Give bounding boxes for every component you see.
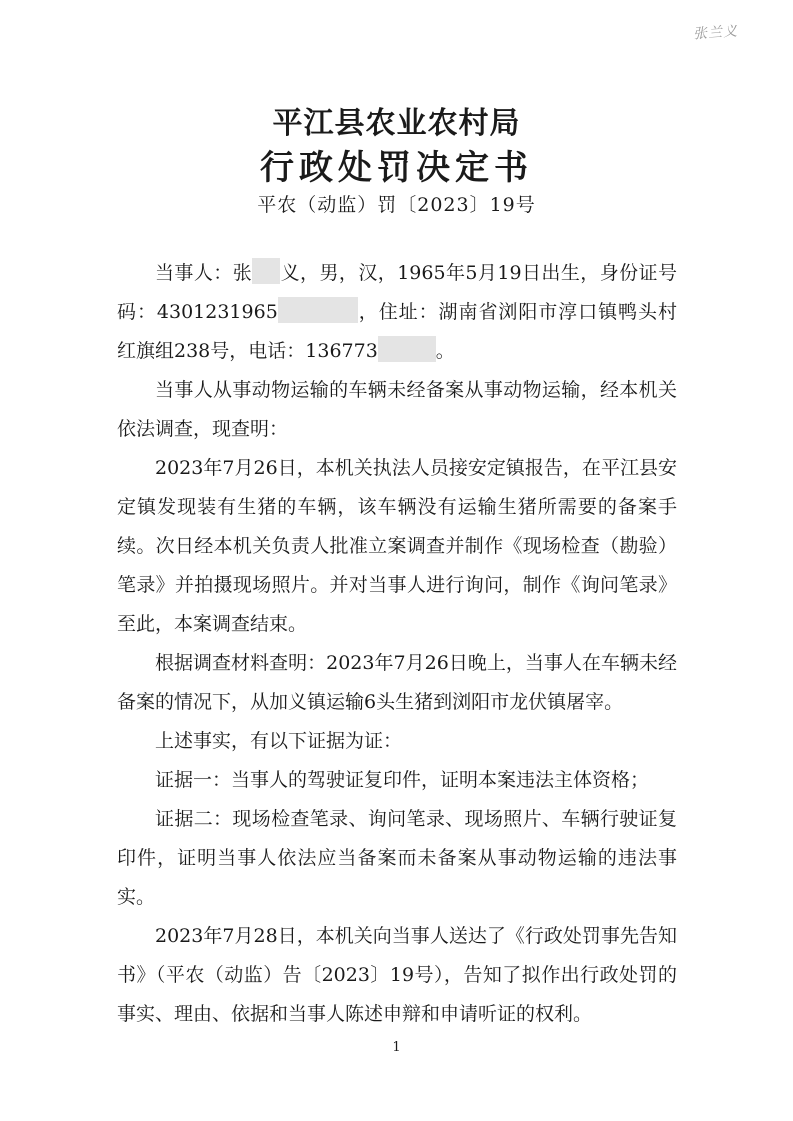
document-body [117, 254, 677, 1034]
body-paragraph: 上述事实，有以下证据为证： [155, 730, 403, 752]
party-info-paragraph [117, 254, 677, 371]
agency-title: 平江县农业农村局 [272, 106, 521, 141]
redaction-mask [378, 336, 436, 362]
body-paragraph: 根据调查材料查明：2023年7月26日晚上，当事人在车辆未经备案的情况下，从加义镇运输6头生猪到浏阳市龙伏镇屠宰。 [117, 652, 677, 713]
party-text-1: 当事人：张 [155, 262, 253, 284]
body-paragraph: 2023年7月28日，本机关向当事人送达了《行政处罚事先告知书》（平农（动监）告〔2023〕19号），告知了拟作出行政处罚的事实、理由、依据和当事人陈述申辩和申请听证的权利。 [117, 925, 677, 1025]
party-text-4: 。 [435, 340, 455, 362]
body-paragraph: 证据二：现场检查笔录、询问笔录、现场照片、车辆行驶证复印件，证明当事人依法应当备案而未备案从事动物运输的违法事实。 [117, 808, 677, 908]
body-paragraph: 证据一：当事人的驾驶证复印件，证明本案违法主体资格； [155, 769, 650, 791]
body-paragraph: 2023年7月26日，本机关执法人员接安定镇报告，在平江县安定镇发现装有生猪的车辆，该车辆没有运输生猪所需要的备案手续。次日经本机关负责人批准立案调查并制作《现场检查（勘验）笔录》并拍摄现场照片。并对当事人进行询问，制作《询问笔录》至此，本案调查结束。 [117, 457, 677, 635]
redaction-mask [278, 297, 358, 323]
document-title: 行政处罚决定书 [260, 148, 533, 188]
handwritten-mark: 张兰义 [692, 23, 739, 43]
party-text-2: 义，男，汉，1965年5月19日出生，身份证号码：4301231965 [117, 262, 677, 323]
redaction-mask [252, 258, 280, 284]
party-text-3: ，住址：湖南省浏阳市淳口镇鸭头村红旗组238号，电话：136773 [117, 301, 677, 362]
page-number: 1 [392, 1040, 401, 1055]
document-number: 平农（动监）罚〔2023〕19号 [257, 194, 536, 216]
body-paragraph: 当事人从事动物运输的车辆未经备案从事动物运输，经本机关依法调查，现查明： [117, 379, 677, 440]
